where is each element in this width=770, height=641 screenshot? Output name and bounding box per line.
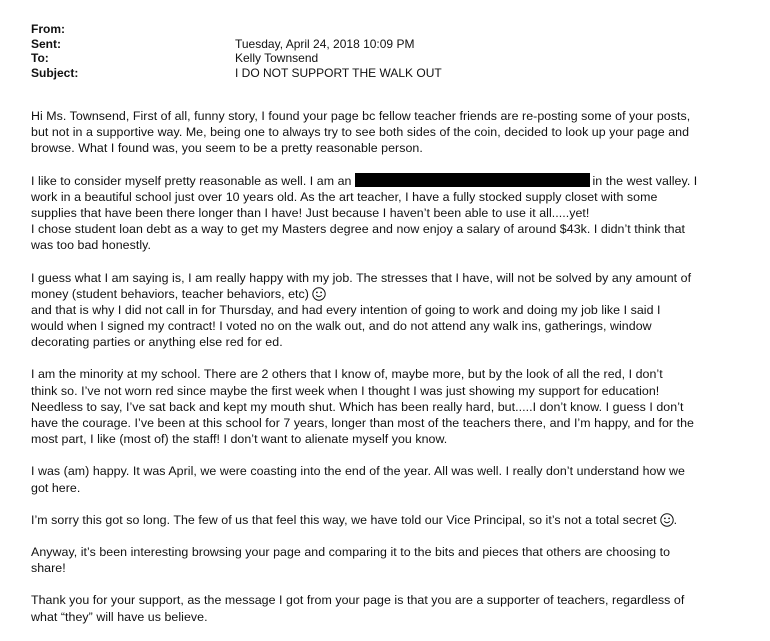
- body-text-fragment: I’m sorry this got so long. The few of us that feel this way, we have told our Vice Principal, so it’s not a total secret: [31, 512, 657, 527]
- paragraph-thanks: [31, 592, 751, 624]
- body-line: got here.: [31, 480, 81, 495]
- email-body: [31, 108, 751, 641]
- paragraph-sorry: [31, 512, 751, 528]
- paragraph-anyway: [31, 544, 751, 576]
- body-text-fragment: in the west valley. I: [592, 173, 698, 188]
- body-line: browse. What I found was, you seem to be a pretty reasonable person.: [31, 141, 423, 156]
- smiling-face-icon: [660, 513, 674, 527]
- paragraph-reasonable: [31, 173, 751, 254]
- subject-row: [31, 66, 751, 81]
- to-value: Kelly Townsend: [235, 51, 319, 65]
- body-line: I am the minority at my school. There are 2 others that I know of, maybe more, but by the look of all the red, I don’t: [31, 367, 663, 382]
- redaction-bar: [355, 173, 590, 187]
- subject-label: Subject:: [31, 65, 79, 80]
- from-label: From:: [31, 22, 65, 36]
- body-line: most part, I like (most of) the staff! I don’t want to alienate myself you know.: [31, 432, 448, 447]
- body-line: I guess what I am saying is, I am really happy with my job. The stresses that I have, will not be solved by any amount of: [31, 270, 692, 285]
- sent-row: [31, 37, 751, 52]
- email-header: [31, 22, 751, 80]
- body-text-fragment: money (student behaviors, teacher behaviors, etc): [31, 286, 309, 301]
- body-line: but not in a supportive way. Me, being one to always try to see both sides of the coin, decided to look up your page and: [31, 125, 690, 140]
- body-line: would when I signed my contract! I voted no on the walk out, and do not attend any walk ins, gatherings, window: [31, 319, 652, 334]
- body-line: I was (am) happy. It was April, we were coasting into the end of the year. All was well. I really don’t understand how we: [31, 464, 685, 479]
- body-line: [31, 286, 751, 302]
- body-line: Hi Ms. Townsend, First of all, funny story, I found your page bc fellow teacher friends are re-posting some of your posts,: [31, 109, 691, 123]
- to-row: [31, 51, 751, 66]
- paragraph-april: [31, 463, 751, 495]
- body-line: Thank you for your support, as the message I got from your page is that you are a supporter of teachers, regardless of: [31, 593, 685, 608]
- smiling-face-icon: [312, 287, 326, 301]
- to-label: To:: [31, 51, 49, 65]
- body-line: I chose student loan debt as a way to get my Masters degree and now enjoy a salary of around $43k. I didn’t think that: [31, 222, 686, 237]
- body-line: decorating parties or anything else red for ed.: [31, 335, 283, 350]
- body-line: Anyway, it’s been interesting browsing your page and comparing it to the bits and pieces that others are choosing to: [31, 544, 671, 559]
- paragraph-minority: [31, 366, 751, 447]
- from-row: [31, 22, 751, 37]
- body-line: share!: [31, 561, 66, 576]
- body-line: [31, 173, 751, 189]
- body-line: and that is why I did not call in for Thursday, and had every intention of going to work and doing my job like I said I: [31, 302, 661, 317]
- body-line: was too bad honestly.: [31, 238, 151, 253]
- body-line: work in a beautiful school just over 10 years old. As the art teacher, I have a fully stocked supply closet with some: [31, 189, 658, 204]
- sent-value: Tuesday, April 24, 2018 10:09 PM: [235, 36, 415, 51]
- body-line: think so. I’ve not worn red since maybe the first week when I thought I was just showing my support for education!: [31, 383, 660, 398]
- body-text-fragment: .: [673, 512, 678, 527]
- sent-label: Sent:: [31, 36, 61, 51]
- body-line: have the courage. I’ve been at this school for 7 years, longer than most of the teachers there, and I’m happy, and for the: [31, 416, 694, 430]
- paragraph-greeting: [31, 108, 751, 157]
- body-line: what “they” will have us believe.: [31, 609, 208, 624]
- body-line: supplies that have been there longer than I have! Just because I haven’t been able to use it all.....yet!: [31, 205, 590, 220]
- paragraph-happy-job: [31, 270, 751, 351]
- subject-value: I DO NOT SUPPORT THE WALK OUT: [235, 65, 442, 80]
- body-line: Needless to say, I’ve sat back and kept my mouth shut. Which has been really hard, but.....I don’t know. I guess I don’t: [31, 399, 684, 414]
- body-line: [31, 512, 751, 528]
- body-text-fragment: I like to consider myself pretty reasonable as well. I am an: [31, 173, 352, 188]
